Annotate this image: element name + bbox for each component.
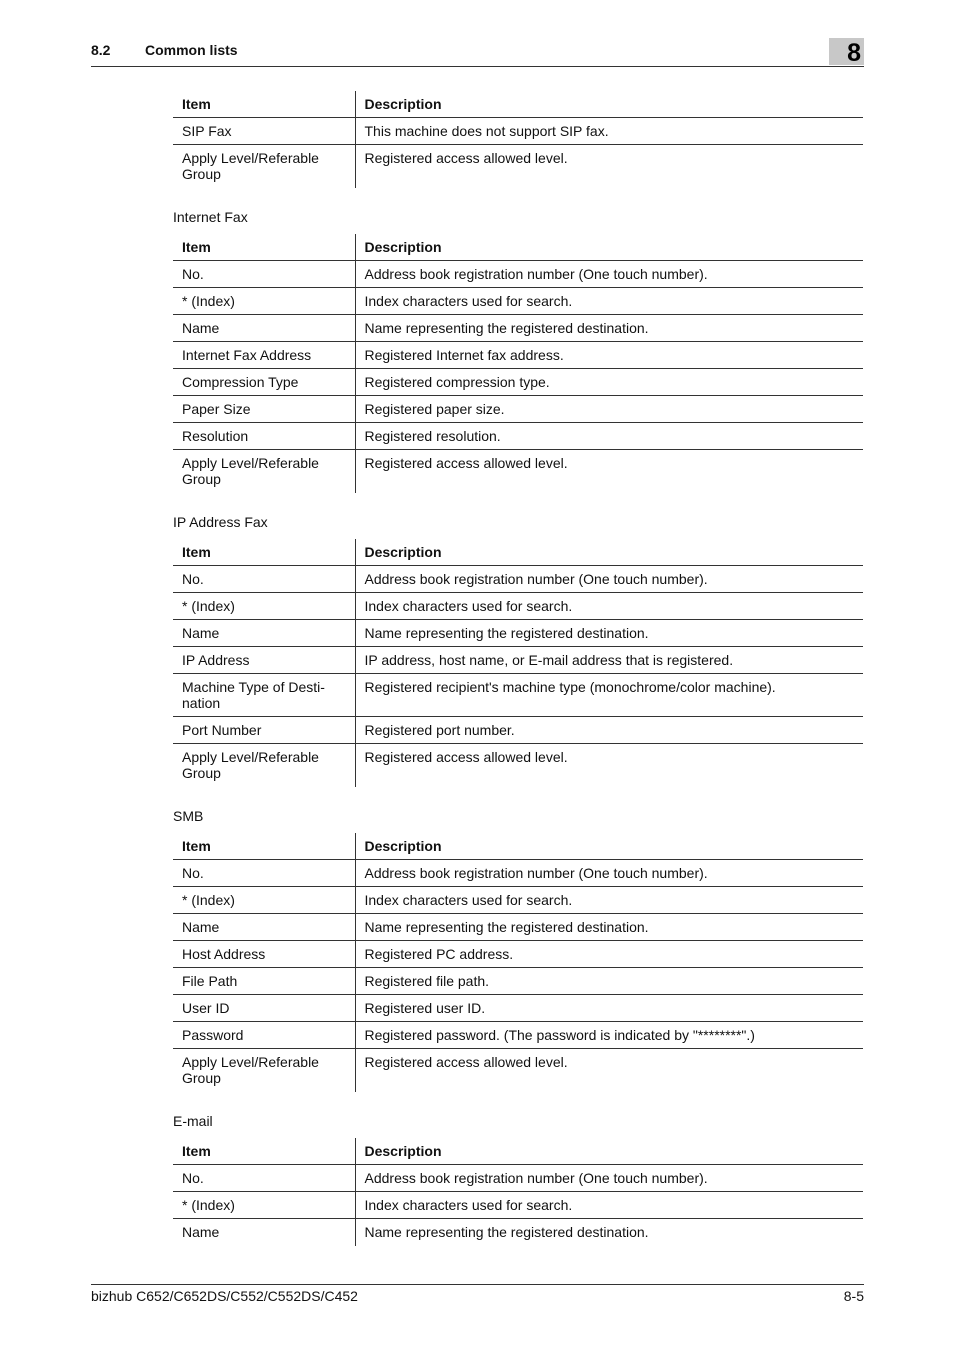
section-label: SMB [173,808,204,824]
section-label: IP Address Fax [173,514,268,530]
spec-table [173,833,863,1092]
column-header-item: Item [173,833,355,860]
item-cell: Host Address [173,941,355,968]
item-cell: IP Address [173,647,355,674]
spec-table [173,91,863,188]
section-title: Common lists [145,42,238,58]
table-header-row [173,234,863,261]
item-cell: Machine Type of Desti-nation [173,674,355,717]
description-cell: Name representing the registered destination. [364,1224,649,1240]
description-cell: Address book registration number (One touch number). [364,1170,708,1186]
table-row [173,315,863,342]
item-cell: No. [173,1165,355,1192]
column-header-item: Item [173,91,355,118]
item-cell: File Path [173,968,355,995]
item-cell: * (Index) [173,593,355,620]
item-cell: Apply Level/Referable Group [173,744,355,788]
column-header-description: Description [364,96,442,112]
table-row [173,968,863,995]
table-row [173,566,863,593]
description-cell: Name representing the registered destination. [364,320,649,336]
table-row [173,914,863,941]
table-row [173,593,863,620]
item-cell: * (Index) [173,1192,355,1219]
page-header [91,38,864,67]
description-cell: Index characters used for search. [364,598,573,614]
item-cell: Password [173,1022,355,1049]
column-header-description: Description [364,239,442,255]
item-cell: * (Index) [173,288,355,315]
item-cell: Paper Size [173,396,355,423]
description-cell: Registered Internet fax address. [364,347,564,363]
column-header-description: Description [364,1143,442,1159]
description-cell: Registered password. (The password is indicated by "********".) [364,1027,755,1043]
table-section [173,807,863,1092]
page-footer [91,1284,864,1304]
page-number: 8-5 [843,1288,864,1304]
description-cell: Registered resolution. [364,428,501,444]
table-row [173,396,863,423]
table-row [173,118,863,145]
table-row [173,342,863,369]
spec-table [173,234,863,493]
item-cell: Port Number [173,717,355,744]
item-cell: Name [173,315,355,342]
description-cell: Registered access allowed level. [364,1054,568,1070]
item-cell: Apply Level/Referable Group [173,145,355,189]
description-cell: Registered paper size. [364,401,505,417]
column-header-description: Description [364,838,442,854]
table-row [173,941,863,968]
table-row [173,261,863,288]
description-cell: IP address, host name, or E-mail address that is registered. [364,652,734,668]
table-row [173,423,863,450]
item-cell: Compression Type [173,369,355,396]
table-row [173,887,863,914]
table-row [173,288,863,315]
description-cell: Name representing the registered destination. [364,625,649,641]
table-row [173,145,863,189]
item-cell: * (Index) [173,887,355,914]
table-row [173,717,863,744]
description-cell: Registered PC address. [364,946,514,962]
table-row [173,860,863,887]
item-cell: No. [173,261,355,288]
chapter-badge: 8 [829,38,864,65]
table-header-row [173,91,863,118]
item-cell: Name [173,1219,355,1247]
description-cell: Registered user ID. [364,1000,486,1016]
table-section [173,91,863,188]
item-cell: No. [173,860,355,887]
description-cell: Name representing the registered destination. [364,919,649,935]
column-header-item: Item [173,539,355,566]
item-cell: Resolution [173,423,355,450]
table-row [173,647,863,674]
description-cell: Address book registration number (One touch number). [364,865,708,881]
section-label: E-mail [173,1113,213,1129]
document-content [173,91,863,1266]
item-cell: Apply Level/Referable Group [173,1049,355,1093]
table-row [173,450,863,494]
table-section [173,1112,863,1246]
description-cell: Registered access allowed level. [364,455,568,471]
description-cell: Index characters used for search. [364,892,573,908]
table-header-row [173,539,863,566]
item-cell: No. [173,566,355,593]
description-cell: Index characters used for search. [364,293,573,309]
table-row [173,620,863,647]
section-label: Internet Fax [173,209,248,225]
item-cell: User ID [173,995,355,1022]
table-row [173,1049,863,1093]
item-cell: Internet Fax Address [173,342,355,369]
description-cell: Registered port number. [364,722,515,738]
table-row [173,995,863,1022]
table-row [173,1022,863,1049]
description-cell: Address book registration number (One touch number). [364,266,708,282]
item-cell: Name [173,914,355,941]
item-cell: SIP Fax [173,118,355,145]
column-header-item: Item [173,234,355,261]
table-row [173,744,863,788]
section-number: 8.2 [91,42,111,58]
description-cell: This machine does not support SIP fax. [364,123,609,139]
description-cell: Registered access allowed level. [364,749,568,765]
item-cell: Apply Level/Referable Group [173,450,355,494]
table-section [173,513,863,787]
description-cell: Registered access allowed level. [364,150,568,166]
table-header-row [173,833,863,860]
spec-table [173,1138,863,1246]
spec-table [173,539,863,787]
table-row [173,1192,863,1219]
description-cell: Address book registration number (One touch number). [364,571,708,587]
column-header-item: Item [173,1138,355,1165]
description-cell: Index characters used for search. [364,1197,573,1213]
table-header-row [173,1138,863,1165]
description-cell: Registered file path. [364,973,490,989]
table-section [173,208,863,493]
table-row [173,1165,863,1192]
description-cell: Registered compression type. [364,374,550,390]
item-cell: Name [173,620,355,647]
description-cell: Registered recipient's machine type (monochrome/color machine). [364,679,776,695]
table-row [173,369,863,396]
column-header-description: Description [364,544,442,560]
table-row [173,1219,863,1247]
model-name: bizhub C652/C652DS/C552/C552DS/C452 [91,1288,358,1304]
table-row [173,674,863,717]
